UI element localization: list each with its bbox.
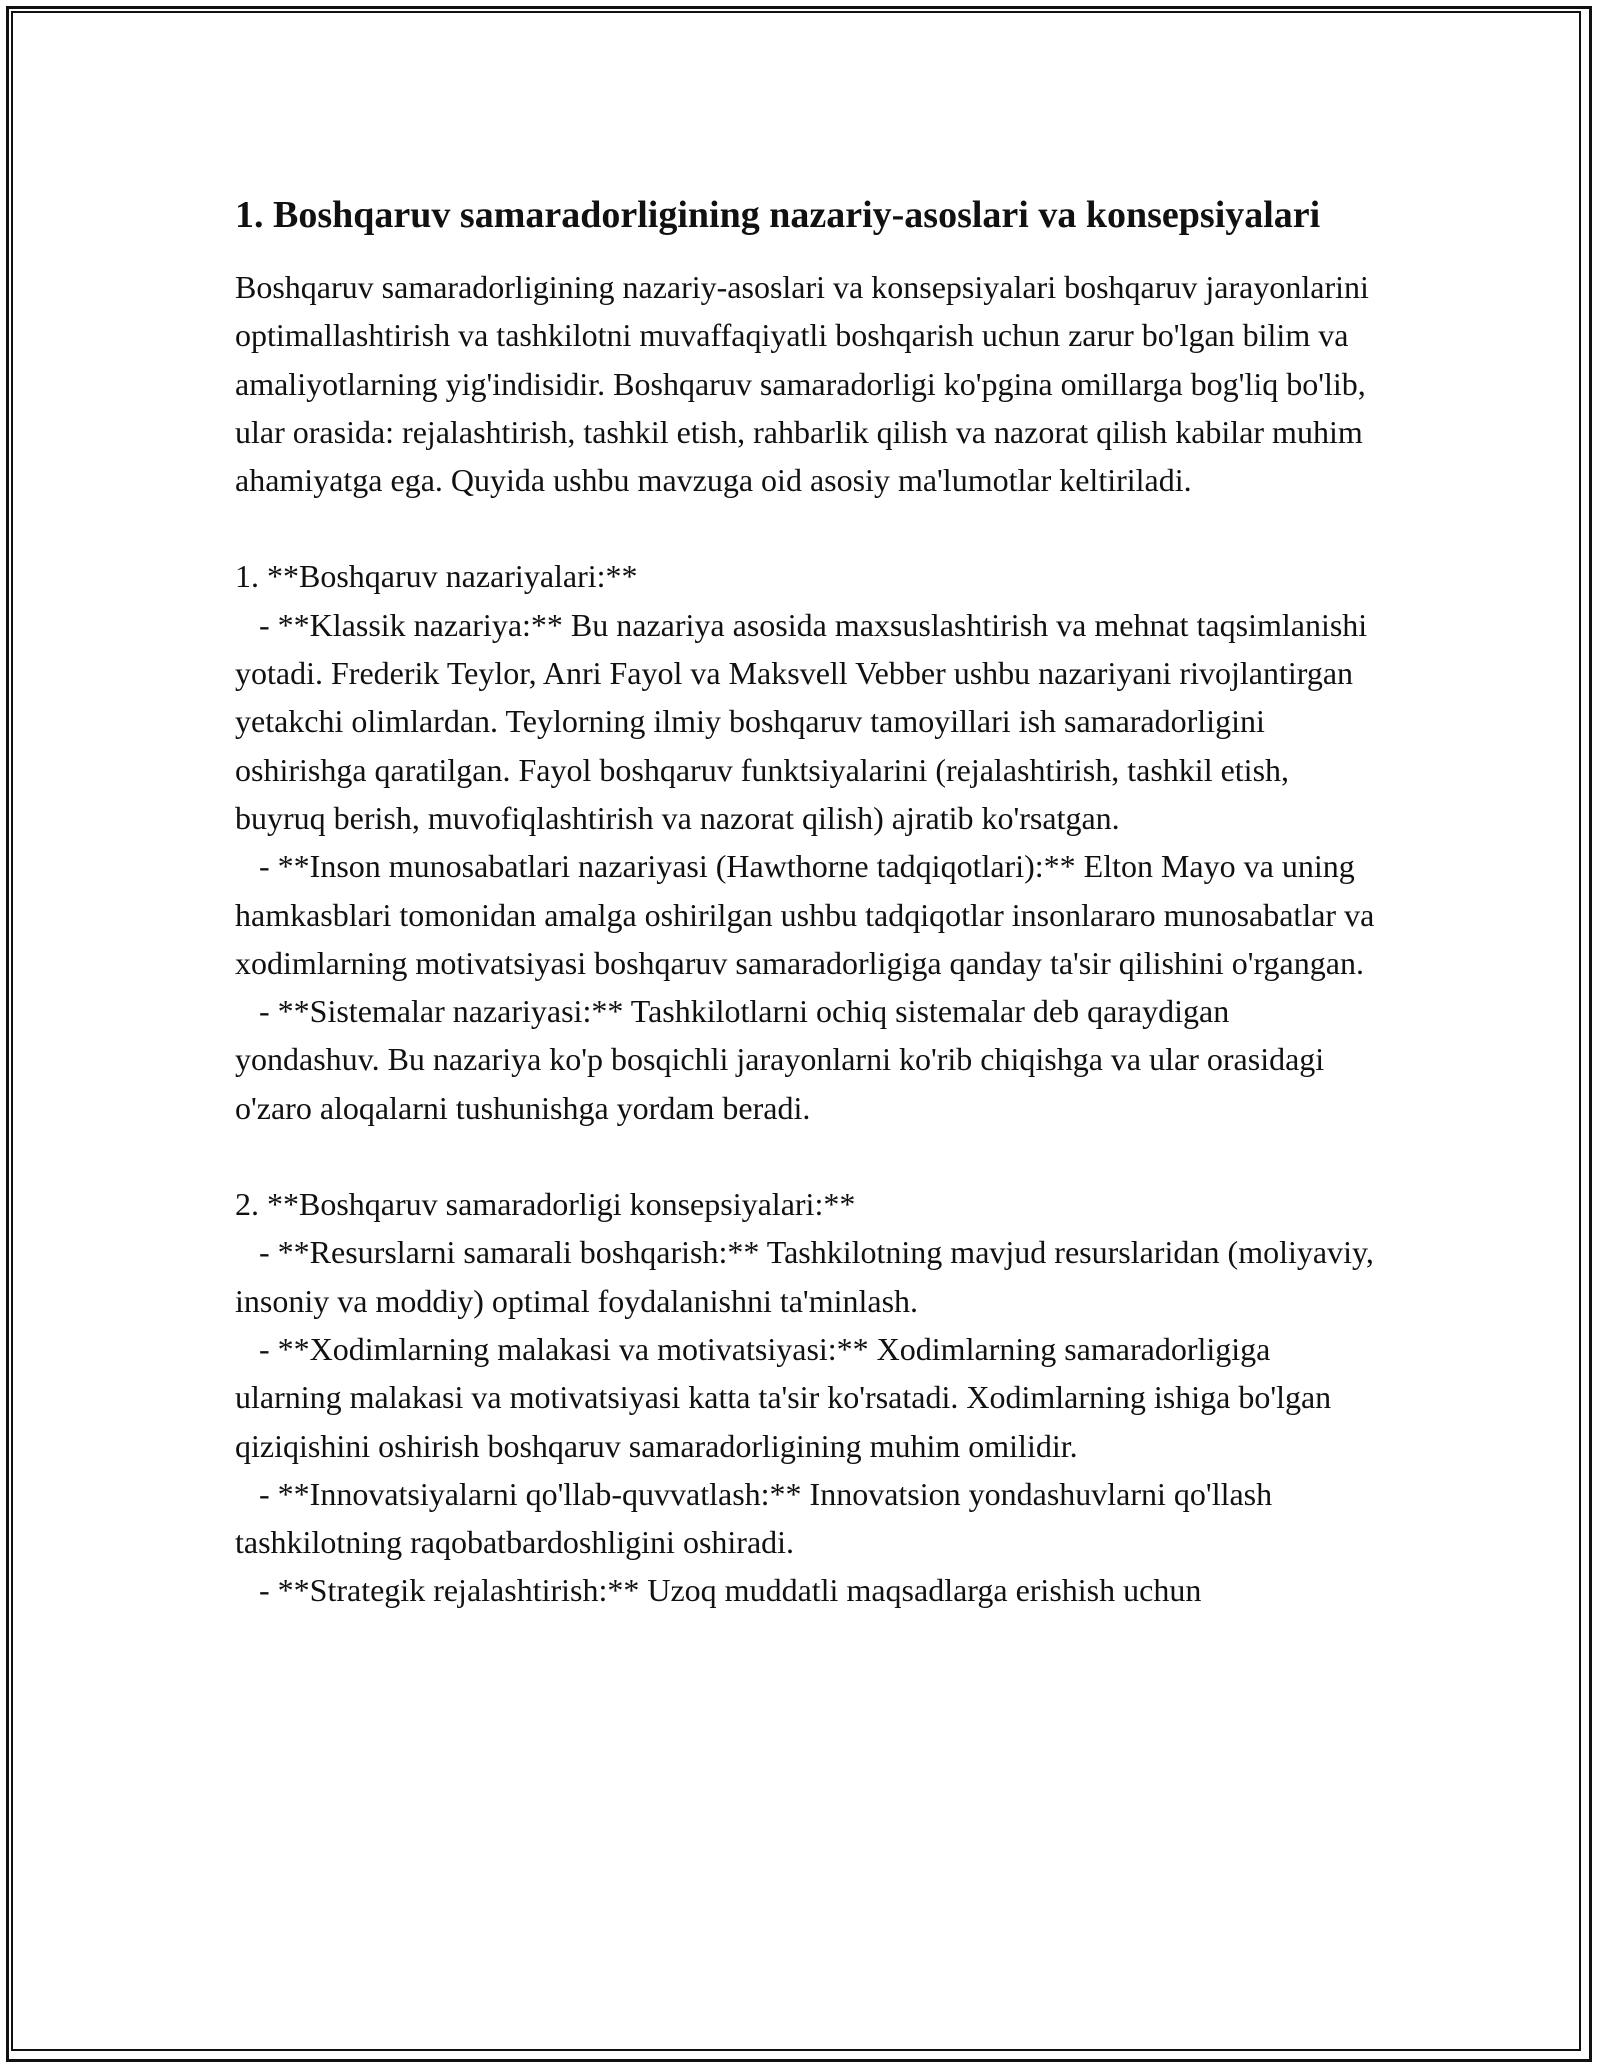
theory-classical: - **Klassik nazariya:** Bu nazariya asosida maxsuslashtirish va mehnat taqsimlanishi yotadi. Frederik Teylor, Anri Fayol va Maksvell Vebber ushbu nazariyani rivojlantirgan yetakchi olimlardan. Teylorning ilmiy boshqaruv tamoyillari ish samaradorligini oshirishga qaratilgan. Fayol boshqaruv funktsiyalarini (rejalashtirish, tashkil etish, buyruq berish, muvofiqlashtirish va nazorat qilish) ajratib ko'rsatgan.	[235, 606, 1376, 836]
concept-staff-motivation: - **Xodimlarning malakasi va motivatsiyasi:** Xodimlarning samaradorligiga ularning malakasi va motivatsiyasi katta ta'sir ko'rsatadi. Xodimlarning ishiga bo'lgan qiziqishini oshirish boshqaruv samaradorligining muhim omilidir.	[235, 1330, 1340, 1464]
concept-resources: - **Resurslarni samarali boshqarish:** Tashkilotning mavjud resurslaridan (moliyaviy, insoniy va moddiy) optimal foydalanishni ta'minlash.	[235, 1234, 1382, 1319]
section-concepts-heading: 2. **Boshqaruv samaradorligi konsepsiyalari:**	[235, 1186, 856, 1223]
intro-paragraph: Boshqaruv samaradorligining nazariy-asoslari va konsepsiyalari boshqaruv jarayonlarini optimallashtirish va tashkilotni muvaffaqiyatli boshqarish uchun zarur bo'lgan bilim va amaliyotlarning yig'indisidir. Boshqaruv samaradorligi ko'pgina omillarga bog'liq bo'lib, ular orasida: rejalashtirish, tashkil etish, rahbarlik qilish va nazorat qilish kabilar muhim ahamiyatga ega. Quyida ushbu mavzuga oid asosiy ma'lumotlar keltiriladi.	[235, 269, 1369, 499]
document-title: 1. Boshqaruv samaradorligining nazariy-asoslari va konsepsiyalari	[235, 194, 1321, 236]
concept-strategic-planning: - **Strategik rejalashtirish:** Uzoq muddatli maqsadlarga erishish uchun	[235, 1572, 1202, 1609]
section-theories-heading: 1. **Boshqaruv nazariyalari:**	[235, 558, 638, 595]
theory-systems: - **Sistemalar nazariyasi:** Tashkilotlarni ochiq sistemalar deb qaraydigan yondashuv. Bu nazariya ko'p bosqichli jarayonlarni ko'rib chiqishga va ular orasidagi o'zaro aloqalarni tushunishga yordam beradi.	[235, 993, 1333, 1126]
section-theories	[235, 552, 1383, 1132]
section-concepts	[235, 1180, 1382, 1615]
theory-human-relations: - **Inson munosabatlari nazariyasi (Hawthorne tadqiqotlari):** Elton Mayo va uning hamkasblari tomonidan amalga oshirilgan ushbu tadqiqotlar insonlararo munosabatlar va xodimlarning motivatsiyasi boshqaruv samaradorligiga qanday ta'sir qilishini o'rgangan.	[235, 848, 1383, 981]
document-body	[235, 188, 1383, 1615]
concept-innovation: - **Innovatsiyalarni qo'llab-quvvatlash:** Innovatsion yondashuvlarni qo'llash tashkilotning raqobatbardoshligini oshiradi.	[235, 1475, 1281, 1561]
